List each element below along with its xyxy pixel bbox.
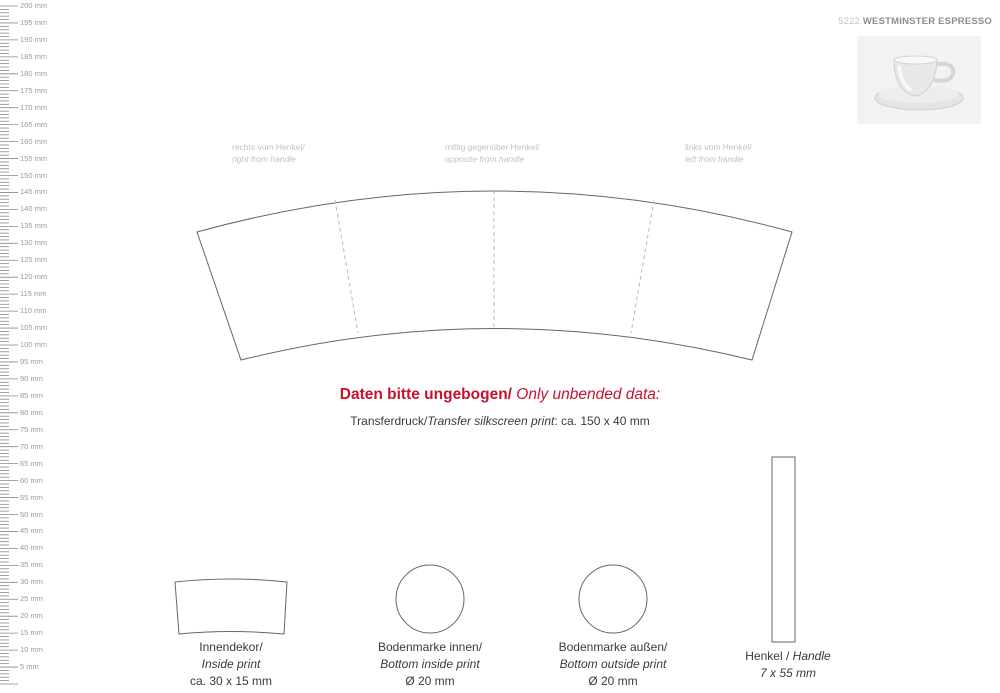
- ruler-label: 60 mm: [20, 475, 43, 485]
- subline-en: Transfer silkscreen print: [427, 414, 555, 428]
- bottom-inside-caption: [350, 639, 510, 690]
- caption-line: Innendekor/: [199, 640, 263, 654]
- transfer-print-size: [0, 414, 1000, 428]
- ruler-label: 135 mm: [20, 221, 48, 231]
- ruler-label: 115 mm: [20, 289, 47, 299]
- ruler-label: 85 mm: [20, 390, 43, 400]
- caption-line: Inside print: [201, 657, 261, 671]
- ruler-label: 195 mm: [20, 17, 48, 27]
- ruler-label: 100 mm: [20, 340, 48, 349]
- bottom-outside-caption: [533, 639, 693, 690]
- ruler-label: 40 mm: [20, 543, 43, 553]
- divider-left: [631, 200, 654, 333]
- caption-line: Bodenmarke außen/: [558, 640, 668, 654]
- ruler-label: 165 mm: [20, 119, 48, 129]
- caption-line: Bottom inside print: [380, 657, 480, 671]
- caption-line: 7 x 55 mm: [759, 666, 816, 680]
- caption-line: Ø 20 mm: [405, 674, 455, 688]
- position-opposite-en: opposite from handle: [445, 154, 525, 164]
- ruler-label: 170 mm: [20, 102, 48, 112]
- ruler-label: 145 mm: [20, 187, 48, 197]
- heading-de: Daten bitte ungebogen/: [339, 386, 512, 403]
- ruler-label: 35 mm: [20, 560, 43, 570]
- position-opposite-de: mittig gegenüber Henkel/: [445, 142, 540, 152]
- ruler-label: 10 mm: [20, 645, 43, 655]
- ruler-label: 90 mm: [20, 373, 43, 383]
- position-left-en: left from handle: [685, 154, 744, 164]
- ruler-label: 180 mm: [20, 68, 48, 78]
- unbended-data-heading: [0, 386, 1000, 404]
- ruler-label: 75 mm: [20, 424, 43, 434]
- ruler-label: 15 mm: [20, 628, 43, 638]
- ruler-label: 150 mm: [20, 170, 48, 180]
- ruler-label: 130 mm: [20, 238, 48, 248]
- ruler-label: 55 mm: [20, 492, 43, 502]
- ruler-label: 80 mm: [20, 407, 43, 417]
- divider-right: [335, 200, 358, 333]
- ruler-label: 185 mm: [20, 51, 48, 61]
- ruler-label: 175 mm: [20, 85, 48, 95]
- ruler-label: 95 mm: [20, 356, 43, 366]
- inside-print-caption: [151, 639, 311, 690]
- caption-line: ca. 30 x 15 mm: [189, 674, 273, 688]
- ruler-label: 50 mm: [20, 509, 43, 519]
- caption-line: Handle: [792, 649, 831, 663]
- bottom-outside-circle: [579, 565, 647, 633]
- caption-line: Bodenmarke innen/: [377, 640, 483, 654]
- heading-en: Only unbended data:: [516, 386, 661, 403]
- ruler-label: 70 mm: [20, 441, 43, 451]
- handle-caption: [708, 648, 868, 682]
- ruler-label: 190 mm: [20, 34, 48, 44]
- ruler-label: 110 mm: [20, 306, 47, 316]
- ruler-label: 160 mm: [20, 136, 48, 146]
- caption-line: Bottom outside print: [559, 657, 667, 671]
- bottom-inside-circle: [396, 565, 464, 633]
- ruler-label: 25 mm: [20, 594, 43, 604]
- position-right-en: right from handle: [232, 154, 296, 164]
- ruler-label: 65 mm: [20, 458, 43, 468]
- caption-line: Ø 20 mm: [588, 674, 638, 688]
- handle-print-area: [772, 457, 795, 642]
- ruler-label: 105 mm: [20, 323, 48, 332]
- ruler-label: 200 mm: [20, 1, 48, 10]
- ruler-label: 120 mm: [20, 272, 48, 282]
- inside-print-area: [175, 579, 287, 634]
- ruler-label: 5 mm: [20, 662, 39, 671]
- caption-line: Henkel /: [745, 649, 793, 663]
- product-name: WESTMINSTER ESPRESSO: [862, 16, 992, 27]
- ruler-label: 20 mm: [20, 611, 43, 621]
- position-right-de: rechts vom Henkel/: [232, 142, 305, 152]
- ruler-label: 125 mm: [20, 255, 48, 265]
- subline-de: Transferdruck/: [350, 414, 428, 428]
- ruler-label: 45 mm: [20, 526, 43, 536]
- ruler-label: 155 mm: [20, 153, 48, 163]
- position-left-de: links vom Henkel/: [685, 142, 752, 152]
- product-number: 5222: [838, 16, 861, 27]
- ruler-label: 140 mm: [20, 204, 48, 214]
- ruler-label: 30 mm: [20, 577, 43, 587]
- subline-size: : ca. 150 x 40 mm: [554, 414, 650, 428]
